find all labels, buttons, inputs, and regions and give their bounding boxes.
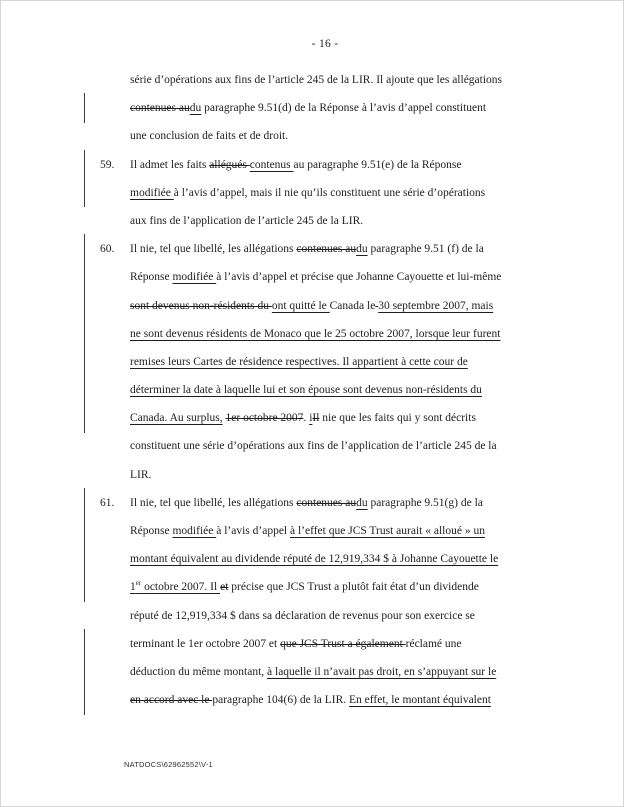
deleted-text: allégués (209, 158, 250, 171)
paragraph-number: 59. (100, 158, 115, 171)
document-line (0, 207, 624, 235)
document-line-changed (0, 545, 624, 573)
document-body (0, 66, 624, 714)
document-line-changed (0, 348, 624, 376)
document-line (0, 461, 624, 489)
text-run: une conclusion de faits et de droit. (130, 130, 289, 143)
inserted-text: i (309, 412, 313, 425)
text-run: série d’opérations aux fins de l’article 245 de la LIR. Il ajoute que les allégations (130, 74, 503, 86)
inserted-text: du (356, 243, 368, 256)
text-run: paragraphe 9.51(g) de la (367, 496, 483, 509)
document-line-changed (0, 630, 624, 658)
document-line (0, 122, 624, 150)
document-line-changed (0, 292, 624, 320)
text-run: terminant le 1er octobre 2007 et (130, 637, 281, 650)
inserted-text: déterminer la date à laquelle lui et son épouse sont devenus non-résidents du (130, 384, 482, 397)
document-line-changed (0, 94, 624, 122)
text-run: constituent une série d’opérations aux fins de l’application de l’article 245 de la (130, 440, 497, 453)
text-run: paragraphe 9.51(d) de la Réponse à l’avis d’appel constituent (201, 102, 487, 115)
inserted-text: ont quitté le (271, 299, 330, 312)
inserted-text: à l’effet que JCS Trust aurait « alloué » un (290, 525, 485, 537)
document-line-changed (0, 151, 624, 179)
text-run: à l’avis d’appel (216, 525, 290, 537)
document-line (0, 66, 624, 94)
text-run: Réponse (130, 525, 173, 537)
deleted-text: contenues au (296, 496, 357, 509)
document-line-changed (0, 489, 624, 517)
document-line-changed (0, 376, 624, 404)
document-line-changed (0, 404, 624, 432)
paragraph-number: 61. (100, 496, 115, 509)
text-run: réclamé une (405, 637, 462, 650)
deleted-text: 1er octobre 2007 (225, 412, 304, 425)
text-run: Canada le (329, 299, 376, 312)
deleted-text: contenues au (130, 102, 190, 115)
text-run: paragraphe 9.51 (f) de la (367, 243, 484, 256)
inserted-text: modifiée (130, 186, 174, 199)
text-run: Il admet les faits (130, 158, 210, 171)
document-line-changed (0, 686, 624, 714)
text-run: précise que JCS Trust a plutôt fait état d’un dividende (228, 581, 479, 594)
inserted-text: En effet, le montant équivalent (349, 694, 491, 707)
text-run: Il nie, tel que libellé, les allégations (130, 243, 297, 256)
deleted-text: sont devenus non-résidents du (130, 299, 272, 312)
document-line-changed (0, 263, 624, 291)
text-run: . (303, 412, 310, 425)
inserted-text: 30 septembre 2007, mais (378, 299, 494, 312)
document-footer: NATDOCS\62962552\V-1 (124, 760, 213, 769)
document-line-changed (0, 658, 624, 686)
paragraph-number: 60. (100, 243, 115, 256)
deleted-text: et (220, 581, 229, 594)
document-line-changed (0, 517, 624, 545)
text-run: au paragraphe 9.51(e) de la Réponse (293, 158, 462, 171)
text-run: déduction du même montant, (130, 665, 268, 678)
document-line (0, 602, 624, 630)
inserted-text: modifiée (172, 525, 217, 537)
deleted-text: contenues au (296, 243, 357, 256)
text-run: réputé de 12,919,334 $ dans sa déclaration de revenus pour son exercice se (130, 609, 475, 622)
inserted-text: ne sont devenus résidents de Monaco que le 25 octobre 2007, lorsque leur furent (130, 327, 501, 340)
deleted-text: que JCS Trust a également (280, 637, 406, 650)
inserted-text: modifiée (172, 271, 217, 284)
document-line-changed (0, 235, 624, 263)
inserted-text: du (356, 496, 368, 509)
document-line-changed (0, 179, 624, 207)
text-run: nie que les faits qui y sont décrits (319, 412, 476, 425)
document-line-changed (0, 573, 624, 601)
text-run: LIR. (130, 468, 152, 481)
page-number: - 16 - (311, 38, 339, 50)
text-run: à l’avis d’appel, mais il nie qu’ils constituent une série d’opérations (173, 186, 486, 199)
document-line (0, 432, 624, 460)
inserted-text: montant équivalent au dividende réputé de 12,919,334 $ à Johanne Cayouette le (130, 553, 499, 566)
deleted-text: Il (312, 412, 320, 425)
inserted-text: à laquelle il n’avait pas droit, en s’appuyant sur le (267, 665, 497, 678)
text-run: Réponse (130, 271, 173, 284)
inserted-text: remises leurs Cartes de résidence respectives. Il appartient à cette cour de (130, 355, 468, 368)
deleted-text: en accord avec le (130, 694, 213, 707)
document-line-changed (0, 320, 624, 348)
text-run: à l’avis d’appel et précise que Johanne Cayouette et lui-même (216, 271, 502, 284)
inserted-text: du (189, 102, 202, 115)
text-run: paragraphe 104(6) de la LIR. (212, 694, 350, 707)
inserted-text: octobre 2007. Il (141, 581, 221, 594)
text-run: Il nie, tel que libellé, les allégations (130, 496, 297, 509)
inserted-text: er (135, 579, 142, 588)
inserted-text: contenus (249, 158, 294, 171)
inserted-text: Canada. Au surplus, (130, 412, 223, 425)
text-run: aux fins de l’application de l’article 245 de la LIR. (130, 214, 364, 227)
inserted-text: 1 (130, 581, 136, 594)
